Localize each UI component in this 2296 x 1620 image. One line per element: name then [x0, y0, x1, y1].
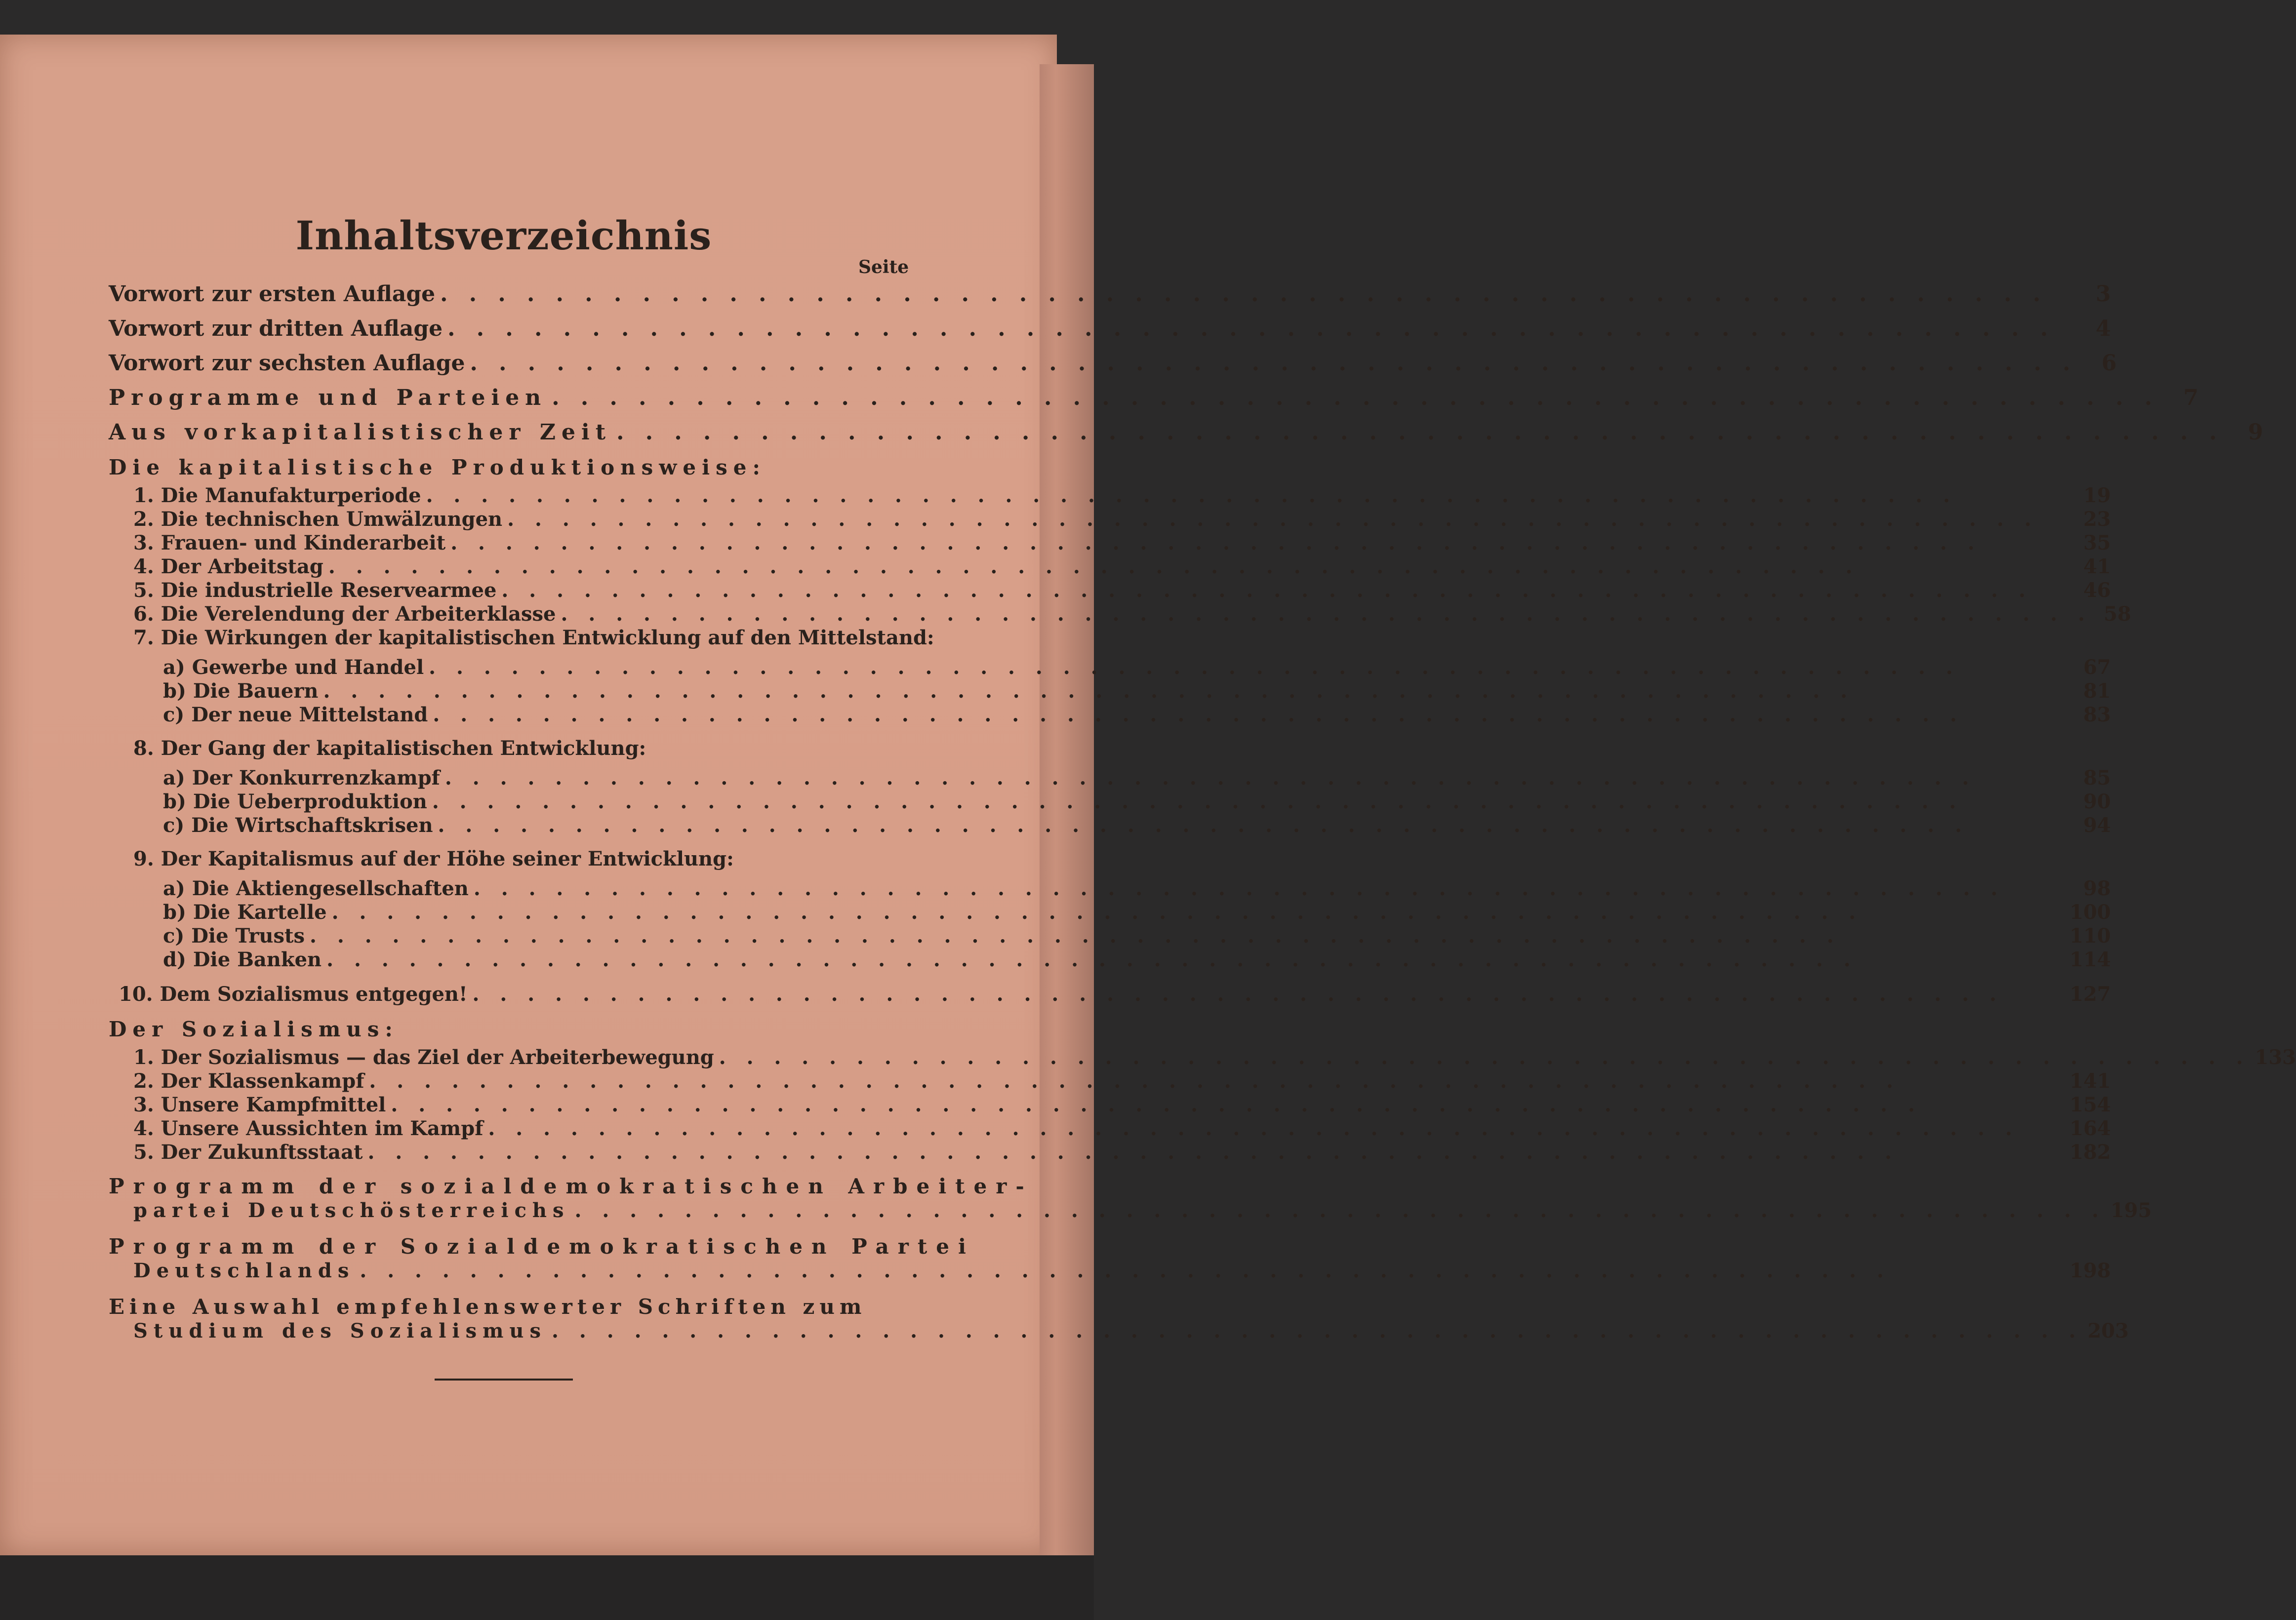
closing-rule: [435, 1379, 573, 1381]
toc-entry: Deutschlands . . . . . . . . . . . . . . . . . . . . . . . . . . . . . . . . . . . . . . . . . . . . . . . . . . . . . . . . 198: [133, 1259, 2111, 1282]
subsection-heading: 8. Der Gang der kapitalistischen Entwicklung:: [133, 737, 646, 760]
toc-entry: a) Der Konkurrenzkampf . . . . . . . . . . . . . . . . . . . . . . . . . . . . . . . . . . . . . . . . . . . . . . . . . . . . . . . . 85: [163, 766, 2111, 790]
toc-entry: 1. Die Manufakturperiode . . . . . . . . . . . . . . . . . . . . . . . . . . . . . . . . . . . . . . . . . . . . . . . . . . . . . . . . 19: [133, 484, 2111, 507]
toc-entry: 10. Dem Sozialismus entgegen! . . . . . . . . . . . . . . . . . . . . . . . . . . . . . . . . . . . . . . . . . . . . . . . . . . . . . . . . 127: [119, 983, 2111, 1006]
toc-entry: c) Die Trusts . . . . . . . . . . . . . . . . . . . . . . . . . . . . . . . . . . . . . . . . . . . . . . . . . . . . . . . . 110: [163, 924, 2111, 948]
toc-entry-line: Programm der sozialdemokratischen Arbeiter-: [109, 1174, 1033, 1198]
toc-entry: Vorwort zur ersten Auflage . . . . . . . . . . . . . . . . . . . . . . . . . . . . . . . . . . . . . . . . . . . . . . . . . . . . . . . . 3: [109, 281, 2111, 307]
toc-entry: 4. Unsere Aussichten im Kampf . . . . . . . . . . . . . . . . . . . . . . . . . . . . . . . . . . . . . . . . . . . . . . . . . . . . . . . . 164: [133, 1117, 2111, 1140]
toc-entry: c) Der neue Mittelstand . . . . . . . . . . . . . . . . . . . . . . . . . . . . . . . . . . . . . . . . . . . . . . . . . . . . . . . . 83: [163, 703, 2111, 726]
background-band: [0, 1555, 1094, 1620]
toc-entry: 4. Der Arbeitstag . . . . . . . . . . . . . . . . . . . . . . . . . . . . . . . . . . . . . . . . . . . . . . . . . . . . . . . . 41: [133, 555, 2111, 578]
toc-entry: b) Die Ueberproduktion . . . . . . . . . . . . . . . . . . . . . . . . . . . . . . . . . . . . . . . . . . . . . . . . . . . . . . . . 90: [163, 790, 2111, 813]
toc-entry: 5. Die industrielle Reservearmee . . . . . . . . . . . . . . . . . . . . . . . . . . . . . . . . . . . . . . . . . . . . . . . . . . . . . . . . 46: [133, 579, 2111, 602]
toc-entry: partei Deutschösterreichs . . . . . . . . . . . . . . . . . . . . . . . . . . . . . . . . . . . . . . . . . . . . . . . . . . . . . . . . 195: [133, 1199, 2152, 1222]
toc-entry: b) Die Kartelle . . . . . . . . . . . . . . . . . . . . . . . . . . . . . . . . . . . . . . . . . . . . . . . . . . . . . . . . 100: [163, 901, 2111, 924]
toc-entry: 1. Der Sozialismus — das Ziel der Arbeiterbewegung . . . . . . . . . . . . . . . . . . . . . . . . . . . . . . . . . . . . . . . . . . . . . . . . . . . . . . . . 133: [133, 1046, 2296, 1069]
toc-entry: 3. Unsere Kampfmittel . . . . . . . . . . . . . . . . . . . . . . . . . . . . . . . . . . . . . . . . . . . . . . . . . . . . . . . . 154: [133, 1093, 2111, 1116]
toc-entry-line: Programm der Sozialdemokratischen Partei: [109, 1234, 975, 1259]
toc-entry: Vorwort zur dritten Auflage . . . . . . . . . . . . . . . . . . . . . . . . . . . . . . . . . . . . . . . . . . . . . . . . . . . . . . . . 4: [109, 316, 2111, 341]
toc-entry: a) Die Aktiengesellschaften . . . . . . . . . . . . . . . . . . . . . . . . . . . . . . . . . . . . . . . . . . . . . . . . . . . . . . . . 98: [163, 877, 2111, 900]
toc-entry: 5. Der Zukunftsstaat . . . . . . . . . . . . . . . . . . . . . . . . . . . . . . . . . . . . . . . . . . . . . . . . . . . . . . . . 182: [133, 1141, 2111, 1164]
toc-entry: Programme und Parteien . . . . . . . . . . . . . . . . . . . . . . . . . . . . . . . . . . . . . . . . . . . . . . . . . . . . . . . . 7: [109, 385, 2199, 410]
toc-entry: c) Die Wirtschaftskrisen . . . . . . . . . . . . . . . . . . . . . . . . . . . . . . . . . . . . . . . . . . . . . . . . . . . . . . . . 94: [163, 814, 2111, 837]
toc-entry: Aus vorkapitalistischer Zeit . . . . . . . . . . . . . . . . . . . . . . . . . . . . . . . . . . . . . . . . . . . . . . . . . . . . . . . . 9: [109, 420, 2263, 445]
toc-entry: d) Die Banken . . . . . . . . . . . . . . . . . . . . . . . . . . . . . . . . . . . . . . . . . . . . . . . . . . . . . . . . 114: [163, 948, 2111, 971]
toc-entry: 6. Die Verelendung der Arbeiterklasse . . . . . . . . . . . . . . . . . . . . . . . . . . . . . . . . . . . . . . . . . . . . . . . . . . . . . . . . 58: [133, 602, 2132, 626]
toc-entry: Studium des Sozialismus . . . . . . . . . . . . . . . . . . . . . . . . . . . . . . . . . . . . . . . . . . . . . . . . . . . . . . . . 203: [133, 1319, 2129, 1343]
section-heading: Die kapitalistische Produktionsweise:: [109, 455, 766, 479]
toc-entry: Vorwort zur sechsten Auflage . . . . . . . . . . . . . . . . . . . . . . . . . . . . . . . . . . . . . . . . . . . . . . . . . . . . . . . . 6: [109, 351, 2117, 376]
toc-entry: 2. Die technischen Umwälzungen . . . . . . . . . . . . . . . . . . . . . . . . . . . . . . . . . . . . . . . . . . . . . . . . . . . . . . . . 23: [133, 508, 2111, 531]
toc-entry: b) Die Bauern . . . . . . . . . . . . . . . . . . . . . . . . . . . . . . . . . . . . . . . . . . . . . . . . . . . . . . . . 81: [163, 679, 2111, 703]
page-title: Inhaltsverzeichnis: [295, 212, 712, 259]
subsection-heading: 9. Der Kapitalismus auf der Höhe seiner Entwicklung:: [133, 847, 734, 870]
page-column-label: Seite: [858, 257, 909, 277]
section-heading: Der Sozialismus:: [109, 1017, 399, 1041]
toc-entry-line: Eine Auswahl empfehlenswerter Schriften zum: [109, 1295, 867, 1319]
toc-entry: 3. Frauen- und Kinderarbeit . . . . . . . . . . . . . . . . . . . . . . . . . . . . . . . . . . . . . . . . . . . . . . . . . . . . . . . . 35: [133, 531, 2111, 554]
toc-entry: 2. Der Klassenkampf . . . . . . . . . . . . . . . . . . . . . . . . . . . . . . . . . . . . . . . . . . . . . . . . . . . . . . . . 141: [133, 1069, 2111, 1093]
toc-entry: a) Gewerbe und Handel . . . . . . . . . . . . . . . . . . . . . . . . . . . . . . . . . . . . . . . . . . . . . . . . . . . . . . . . 67: [163, 656, 2111, 679]
subsection-heading: 7. Die Wirkungen der kapitalistischen Entwicklung auf den Mittelstand:: [133, 626, 934, 649]
